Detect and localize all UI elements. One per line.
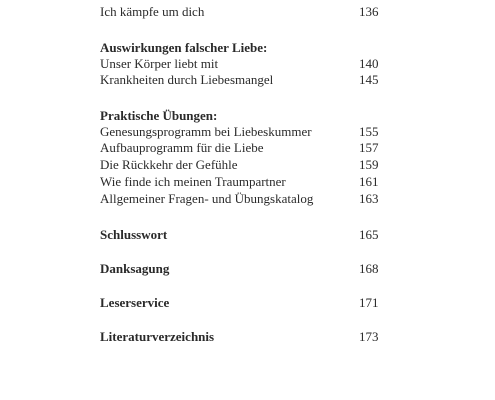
toc-entry-label: Allgemeiner Fragen- und Übungskatalog — [100, 191, 314, 206]
toc-chapter-label: Literaturverzeichnis — [100, 329, 215, 344]
toc-chapter-label: Leserservice — [100, 295, 170, 310]
toc-entry-page: 157 — [359, 140, 379, 155]
toc-entry-page: 140 — [359, 56, 379, 71]
toc-chapter-label: Danksagung — [100, 261, 170, 276]
toc-entry-page: 161 — [359, 174, 379, 189]
toc-entry-label: Genesungsprogramm bei Liebeskummer — [100, 124, 312, 139]
toc-entry-label: Ich kämpfe um dich — [100, 4, 205, 19]
toc-entry-label: Wie finde ich meinen Traumpartner — [100, 174, 286, 189]
toc-entry-page: 136 — [359, 4, 379, 19]
toc-entry-page: 163 — [359, 191, 379, 206]
toc-chapter-page: 168 — [359, 261, 379, 276]
toc-chapter-page: 173 — [359, 329, 379, 344]
section-heading-uebungen: Praktische Übungen: — [100, 108, 218, 123]
toc-entry-label: Unser Körper liebt mit — [100, 56, 219, 71]
toc-entry-label: Krankheiten durch Liebesmangel — [100, 72, 274, 87]
toc-entry-page: 145 — [359, 72, 379, 87]
toc-chapter-label: Schlusswort — [100, 227, 168, 242]
toc-entry-label: Aufbauprogramm für die Liebe — [100, 140, 264, 155]
toc-entry-page: 155 — [359, 124, 379, 139]
toc-chapter-page: 171 — [359, 295, 379, 310]
toc-chapter-page: 165 — [359, 227, 379, 242]
toc-entry-label: Die Rückkehr der Gefühle — [100, 157, 238, 172]
section-heading-auswirkungen: Auswirkungen falscher Liebe: — [100, 40, 268, 55]
toc-entry-page: 159 — [359, 157, 379, 172]
